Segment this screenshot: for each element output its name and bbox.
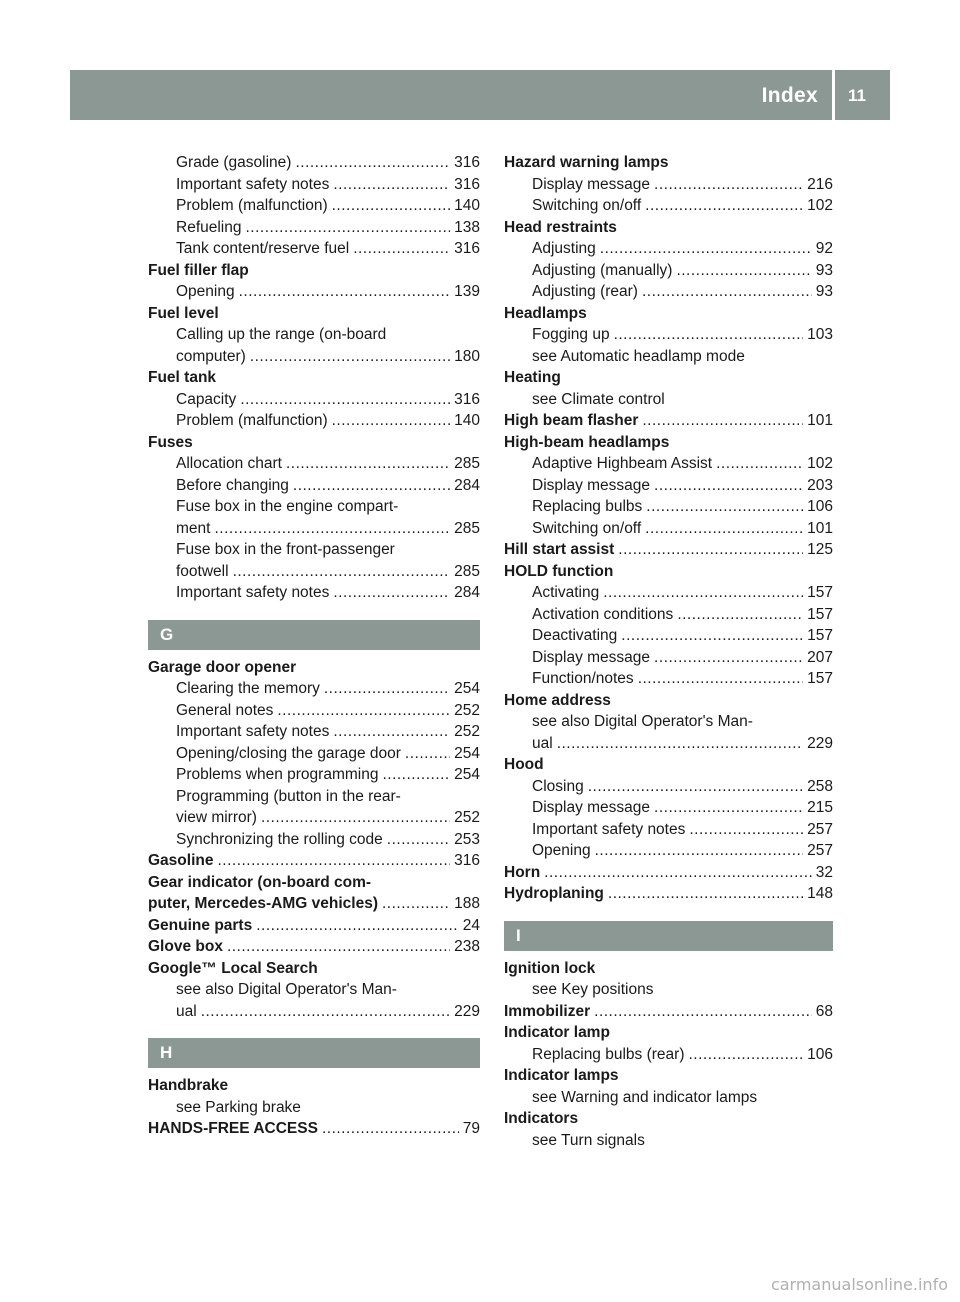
entry-page-number[interactable]: 254 bbox=[454, 744, 480, 762]
entry-text: Display message bbox=[532, 648, 651, 666]
entry-text: Display message bbox=[532, 175, 651, 193]
entry-text: Switching on/off bbox=[532, 519, 642, 537]
index-subentry bbox=[504, 195, 833, 217]
dot-leader bbox=[557, 733, 803, 755]
index-subentry bbox=[148, 1097, 480, 1119]
entry-text: computer) bbox=[176, 347, 246, 365]
entry-text: Handbrake bbox=[148, 1077, 229, 1094]
index-entry bbox=[148, 850, 480, 872]
entry-text: Calling up the range (on-board bbox=[176, 326, 387, 343]
entry-page-number[interactable]: 188 bbox=[454, 895, 480, 912]
dot-leader bbox=[332, 195, 451, 217]
entry-text: see also Digital Operator's Man- bbox=[532, 713, 753, 730]
entry-text: Replacing bulbs bbox=[532, 498, 643, 515]
index-subentry bbox=[148, 174, 480, 196]
entry-page-number[interactable]: 284 bbox=[454, 584, 480, 601]
index-entry bbox=[148, 657, 480, 679]
dot-leader bbox=[333, 721, 450, 743]
entry-text: Gasoline bbox=[148, 852, 214, 869]
entry-page-number[interactable]: 180 bbox=[454, 347, 480, 365]
entry-page-number[interactable]: 157 bbox=[807, 670, 833, 687]
entry-page-number[interactable]: 140 bbox=[454, 412, 480, 429]
dot-leader bbox=[277, 700, 450, 722]
dot-leader bbox=[333, 174, 450, 196]
entry-text: puter, Mercedes-AMG vehicles) bbox=[148, 895, 378, 912]
index-entry bbox=[504, 432, 833, 454]
index-entry bbox=[504, 303, 833, 325]
entry-text: Synchronizing the rolling code bbox=[176, 830, 383, 848]
entry-text: Capacity bbox=[176, 390, 237, 408]
index-subentry bbox=[504, 260, 833, 282]
entry-page-number[interactable]: 32 bbox=[815, 863, 833, 881]
dot-leader bbox=[382, 764, 450, 786]
entry-text: footwell bbox=[176, 562, 229, 580]
entry-page-number[interactable]: 140 bbox=[454, 197, 480, 214]
index-entry bbox=[504, 561, 833, 583]
entry-page-number[interactable]: 148 bbox=[807, 885, 833, 902]
dot-leader bbox=[322, 1118, 459, 1140]
index-subentry bbox=[504, 979, 833, 1001]
entry-page-number[interactable]: 252 bbox=[454, 809, 480, 826]
dot-leader bbox=[594, 1001, 812, 1023]
index-subentry bbox=[504, 174, 833, 196]
entry-text: Home address bbox=[504, 691, 611, 709]
entry-text: High beam flasher bbox=[504, 412, 639, 429]
entry-page-number[interactable]: 257 bbox=[807, 820, 833, 838]
entry-text: see Warning and indicator lamps bbox=[532, 1088, 758, 1106]
entry-text: Heating bbox=[504, 369, 561, 386]
entry-text: Replacing bulbs (rear) bbox=[532, 1045, 685, 1063]
index-entry bbox=[504, 152, 833, 174]
index-entry bbox=[148, 936, 480, 958]
dot-leader bbox=[233, 561, 451, 583]
entry-text: Important safety notes bbox=[176, 723, 330, 740]
entry-text: Fuel level bbox=[148, 304, 219, 322]
dot-leader bbox=[608, 883, 803, 905]
entry-text: Indicator lamp bbox=[504, 1024, 610, 1041]
watermark: carmanualsonline.info bbox=[770, 1275, 948, 1294]
index-subentry bbox=[504, 711, 833, 733]
dot-leader bbox=[295, 152, 450, 174]
dot-leader bbox=[250, 346, 450, 368]
entry-page-number[interactable]: 252 bbox=[454, 701, 480, 719]
index-column-left bbox=[148, 152, 480, 1140]
dot-leader bbox=[588, 776, 803, 798]
entry-text: ual bbox=[176, 1002, 197, 1020]
entry-text: Genuine parts bbox=[148, 916, 253, 934]
index-subentry bbox=[148, 518, 480, 540]
dot-leader bbox=[387, 829, 450, 851]
entry-page-number[interactable]: 139 bbox=[454, 283, 480, 300]
dot-leader bbox=[382, 893, 450, 915]
dot-leader bbox=[676, 260, 811, 282]
index-subentry bbox=[148, 195, 480, 217]
dot-leader bbox=[256, 915, 459, 937]
index-subentry bbox=[148, 582, 480, 604]
index-subentry bbox=[504, 1087, 833, 1109]
entry-page-number[interactable]: 253 bbox=[454, 830, 480, 848]
index-entry bbox=[504, 1108, 833, 1130]
entry-text: Indicators bbox=[504, 1110, 579, 1127]
index-entry bbox=[504, 754, 833, 776]
entry-text: Switching on/off bbox=[532, 197, 642, 214]
index-subentry bbox=[504, 389, 833, 411]
entry-text: Opening bbox=[532, 842, 591, 859]
entry-text: Horn bbox=[504, 863, 541, 881]
dot-leader bbox=[654, 174, 803, 196]
index-entry bbox=[504, 883, 833, 905]
dot-leader bbox=[261, 807, 450, 829]
entry-text: Immobilizer bbox=[504, 1002, 591, 1020]
entry-page-number[interactable]: 285 bbox=[454, 455, 480, 472]
index-entry bbox=[148, 915, 480, 937]
index-subentry bbox=[504, 819, 833, 841]
entry-page-number[interactable]: 92 bbox=[815, 240, 833, 257]
index-subentry bbox=[148, 807, 480, 829]
entry-text: Opening/closing the garage door bbox=[176, 744, 401, 762]
dot-leader bbox=[603, 582, 803, 604]
entry-text: Function/notes bbox=[532, 670, 634, 687]
entry-text: Activation conditions bbox=[532, 605, 674, 623]
dot-leader bbox=[293, 475, 450, 497]
dot-leader bbox=[217, 850, 450, 872]
index-subentry bbox=[148, 1001, 480, 1023]
page-number: 11 bbox=[848, 86, 866, 105]
dot-leader bbox=[286, 453, 450, 475]
dot-leader bbox=[645, 195, 803, 217]
entry-page-number[interactable]: 258 bbox=[807, 777, 833, 795]
entry-text: High-beam headlamps bbox=[504, 433, 670, 451]
entry-page-number[interactable]: 101 bbox=[807, 519, 833, 537]
index-entry bbox=[148, 958, 480, 980]
entry-page-number[interactable]: 257 bbox=[807, 842, 833, 859]
entry-page-number[interactable]: 102 bbox=[807, 197, 833, 214]
index-subentry bbox=[148, 217, 480, 239]
entry-page-number[interactable]: 157 bbox=[807, 627, 833, 644]
entry-text: HOLD function bbox=[504, 562, 614, 580]
entry-page-number[interactable]: 24 bbox=[462, 916, 480, 934]
entry-page-number[interactable]: 93 bbox=[815, 261, 833, 279]
entry-page-number[interactable]: 138 bbox=[454, 218, 480, 236]
entry-page-number[interactable]: 238 bbox=[454, 938, 480, 955]
index-subentry bbox=[148, 152, 480, 174]
index-entry bbox=[148, 1118, 480, 1140]
index-entry bbox=[504, 539, 833, 561]
dot-leader bbox=[654, 475, 803, 497]
entry-text: Adaptive Highbeam Assist bbox=[532, 455, 713, 472]
entry-text: Hood bbox=[504, 756, 544, 773]
index-subentry bbox=[504, 776, 833, 798]
entry-page-number[interactable]: 106 bbox=[807, 1045, 833, 1063]
entry-page-number[interactable]: 79 bbox=[462, 1120, 480, 1137]
index-subentry bbox=[148, 453, 480, 475]
index-subentry bbox=[504, 604, 833, 626]
index-entry bbox=[504, 690, 833, 712]
index-entry bbox=[148, 260, 480, 282]
entry-text: Important safety notes bbox=[532, 820, 686, 838]
index-subentry bbox=[148, 743, 480, 765]
entry-page-number[interactable]: 106 bbox=[807, 498, 833, 515]
index-subentry bbox=[148, 561, 480, 583]
entry-text: Refueling bbox=[176, 218, 242, 236]
index-subentry bbox=[148, 829, 480, 851]
entry-page-number[interactable]: 254 bbox=[454, 680, 480, 697]
entry-page-number[interactable]: 316 bbox=[454, 240, 480, 257]
dot-leader bbox=[642, 410, 803, 432]
index-subentry bbox=[504, 840, 833, 862]
dot-leader bbox=[642, 281, 812, 303]
index-entry bbox=[504, 410, 833, 432]
dot-leader bbox=[201, 1001, 450, 1023]
entry-text: Important safety notes bbox=[176, 584, 330, 601]
dot-leader bbox=[677, 604, 803, 626]
entry-text: Important safety notes bbox=[176, 175, 330, 193]
entry-text: Gear indicator (on-board com- bbox=[148, 873, 372, 891]
entry-page-number[interactable]: 157 bbox=[807, 584, 833, 601]
entry-page-number[interactable]: 93 bbox=[815, 283, 833, 300]
index-entry bbox=[504, 367, 833, 389]
index-subentry bbox=[504, 647, 833, 669]
index-subentry bbox=[504, 281, 833, 303]
dot-leader bbox=[333, 582, 450, 604]
entry-page-number[interactable]: 284 bbox=[454, 476, 480, 494]
dot-leader bbox=[544, 862, 812, 884]
entry-page-number[interactable]: 252 bbox=[454, 723, 480, 740]
entry-page-number[interactable]: 203 bbox=[807, 476, 833, 494]
dot-leader bbox=[227, 936, 450, 958]
entry-text: ment bbox=[176, 519, 211, 537]
dot-leader bbox=[239, 281, 451, 303]
dot-leader bbox=[214, 518, 450, 540]
index-entry bbox=[148, 303, 480, 325]
dot-leader bbox=[332, 410, 451, 432]
index-entry bbox=[148, 432, 480, 454]
dot-leader bbox=[246, 217, 451, 239]
entry-text: ual bbox=[532, 734, 553, 752]
dot-leader bbox=[621, 625, 803, 647]
entry-page-number[interactable]: 125 bbox=[807, 541, 833, 558]
index-column-right bbox=[504, 152, 833, 1151]
entry-text: view mirror) bbox=[176, 809, 257, 826]
index-entry bbox=[504, 1065, 833, 1087]
index-subentry bbox=[504, 668, 833, 690]
dot-leader bbox=[654, 647, 803, 669]
dot-leader bbox=[405, 743, 450, 765]
entry-page-number[interactable]: 207 bbox=[807, 648, 833, 666]
entry-text: Fuse box in the engine compart- bbox=[176, 498, 399, 515]
entry-text: Hazard warning lamps bbox=[504, 154, 669, 171]
entry-page-number[interactable]: 316 bbox=[454, 154, 480, 171]
entry-text: Indicator lamps bbox=[504, 1067, 619, 1084]
entry-page-number[interactable]: 68 bbox=[815, 1002, 833, 1020]
dot-leader bbox=[646, 496, 803, 518]
index-entry bbox=[504, 862, 833, 884]
index-subentry bbox=[504, 582, 833, 604]
index-subentry bbox=[504, 1044, 833, 1066]
index-subentry bbox=[148, 389, 480, 411]
entry-text: see Parking brake bbox=[176, 1098, 301, 1116]
entry-text: Programming (button in the rear- bbox=[176, 787, 401, 805]
index-entry bbox=[148, 893, 480, 915]
dot-leader bbox=[614, 324, 804, 346]
dot-leader bbox=[654, 797, 803, 819]
entry-page-number[interactable]: 316 bbox=[454, 852, 480, 869]
dot-leader bbox=[353, 238, 450, 260]
entry-text: Problem (malfunction) bbox=[176, 412, 328, 429]
entry-page-number[interactable]: 316 bbox=[454, 175, 480, 193]
index-subentry bbox=[148, 410, 480, 432]
dot-leader bbox=[645, 518, 803, 540]
entry-text: Tank content/reserve fuel bbox=[176, 240, 350, 257]
page-title: Index bbox=[761, 84, 818, 107]
entry-text: Garage door opener bbox=[148, 658, 297, 676]
index-subentry bbox=[148, 721, 480, 743]
dot-leader bbox=[324, 678, 450, 700]
entry-text: Activating bbox=[532, 584, 600, 601]
entry-text: Hill start assist bbox=[504, 541, 615, 558]
index-subentry bbox=[148, 324, 480, 346]
entry-text: Ignition lock bbox=[504, 959, 596, 977]
entry-text: Google™ Local Search bbox=[148, 959, 318, 977]
entry-text: Allocation chart bbox=[176, 455, 282, 472]
index-subentry bbox=[148, 979, 480, 1001]
index-entry bbox=[148, 872, 480, 894]
index-subentry bbox=[504, 475, 833, 497]
entry-text: Clearing the memory bbox=[176, 680, 320, 697]
entry-text: Adjusting (manually) bbox=[532, 261, 673, 279]
index-subentry bbox=[504, 238, 833, 260]
entry-text: see Automatic headlamp mode bbox=[532, 347, 745, 365]
entry-text: Problem (malfunction) bbox=[176, 197, 328, 214]
entry-text: Fuel filler flap bbox=[148, 261, 249, 279]
entry-text: Adjusting bbox=[532, 240, 596, 257]
entry-page-number[interactable]: 229 bbox=[454, 1002, 480, 1020]
entry-text: see Turn signals bbox=[532, 1131, 645, 1149]
entry-text: Headlamps bbox=[504, 304, 587, 322]
dot-leader bbox=[689, 1044, 804, 1066]
entry-text: Head restraints bbox=[504, 218, 617, 236]
index-entry bbox=[504, 217, 833, 239]
index-subentry bbox=[504, 797, 833, 819]
index-subentry bbox=[504, 518, 833, 540]
entry-text: Display message bbox=[532, 476, 651, 494]
index-subentry bbox=[504, 453, 833, 475]
dot-leader bbox=[716, 453, 803, 475]
section-header: I bbox=[504, 921, 833, 951]
dot-leader bbox=[600, 238, 812, 260]
entry-text: see Key positions bbox=[532, 981, 654, 998]
dot-leader bbox=[638, 668, 803, 690]
entry-page-number[interactable]: 285 bbox=[454, 519, 480, 537]
entry-text: Glove box bbox=[148, 938, 223, 955]
entry-text: Fogging up bbox=[532, 326, 610, 343]
entry-text: Fuel tank bbox=[148, 369, 217, 386]
entry-page-number[interactable]: 215 bbox=[807, 799, 833, 816]
entry-text: General notes bbox=[176, 701, 274, 719]
entry-page-number[interactable]: 285 bbox=[454, 562, 480, 580]
section-header: G bbox=[148, 620, 480, 650]
header-divider bbox=[832, 70, 835, 120]
index-subentry bbox=[504, 346, 833, 368]
index-subentry bbox=[148, 700, 480, 722]
entry-page-number[interactable]: 216 bbox=[807, 175, 833, 193]
entry-text: Deactivating bbox=[532, 627, 618, 644]
index-entry bbox=[504, 958, 833, 980]
index-subentry bbox=[148, 496, 480, 518]
index-subentry bbox=[148, 281, 480, 303]
entry-text: Grade (gasoline) bbox=[176, 154, 292, 171]
entry-text: Opening bbox=[176, 283, 235, 300]
index-subentry bbox=[148, 475, 480, 497]
entry-page-number[interactable]: 316 bbox=[454, 390, 480, 408]
index-subentry bbox=[148, 678, 480, 700]
entry-text: Closing bbox=[532, 777, 584, 795]
entry-page-number[interactable]: 254 bbox=[454, 766, 480, 783]
dot-leader bbox=[240, 389, 450, 411]
index-subentry bbox=[148, 786, 480, 808]
entry-text: see Climate control bbox=[532, 390, 665, 408]
entry-text: Display message bbox=[532, 799, 651, 816]
entry-page-number[interactable]: 101 bbox=[807, 412, 833, 429]
index-subentry bbox=[148, 764, 480, 786]
dot-leader bbox=[595, 840, 804, 862]
index-entry bbox=[504, 1022, 833, 1044]
index-entry bbox=[504, 1001, 833, 1023]
entry-page-number[interactable]: 103 bbox=[807, 326, 833, 343]
entry-text: HANDS-FREE ACCESS bbox=[148, 1120, 318, 1137]
index-subentry bbox=[148, 238, 480, 260]
entry-page-number[interactable]: 229 bbox=[807, 734, 833, 752]
entry-text: Before changing bbox=[176, 476, 289, 494]
index-entry bbox=[148, 367, 480, 389]
entry-text: see also Digital Operator's Man- bbox=[176, 981, 397, 998]
index-subentry bbox=[148, 539, 480, 561]
index-subentry bbox=[148, 346, 480, 368]
index-subentry bbox=[504, 625, 833, 647]
entry-text: Adjusting (rear) bbox=[532, 283, 638, 300]
entry-text: Problems when programming bbox=[176, 766, 379, 783]
entry-page-number[interactable]: 102 bbox=[807, 455, 833, 472]
entry-text: Fuse box in the front-passenger bbox=[176, 541, 395, 558]
section-header: H bbox=[148, 1038, 480, 1068]
entry-text: Hydroplaning bbox=[504, 885, 604, 902]
dot-leader bbox=[689, 819, 803, 841]
index-entry bbox=[148, 1075, 480, 1097]
index-subentry bbox=[504, 733, 833, 755]
index-subentry bbox=[504, 496, 833, 518]
dot-leader bbox=[618, 539, 803, 561]
index-subentry bbox=[504, 324, 833, 346]
entry-text: Fuses bbox=[148, 433, 193, 451]
entry-page-number[interactable]: 157 bbox=[807, 605, 833, 623]
index-subentry bbox=[504, 1130, 833, 1152]
